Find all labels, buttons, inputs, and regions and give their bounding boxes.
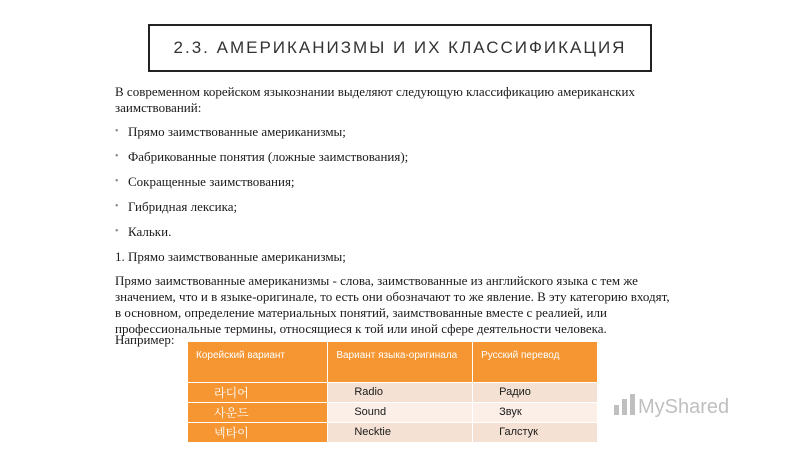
table-row [188, 422, 598, 442]
table-header-row [188, 342, 598, 382]
watermark-text: MyShared [638, 395, 730, 418]
cell-russian: Звук [473, 402, 598, 422]
example-label: Например: [115, 332, 175, 347]
slide-title-box [148, 24, 652, 72]
cell-russian: Галстук [473, 422, 598, 442]
cell-korean: 넥타이 [188, 422, 328, 442]
cell-russian: Радио [473, 382, 598, 402]
watermark-logo [612, 392, 729, 422]
table-row [188, 382, 598, 402]
cell-original: Radio [328, 382, 473, 402]
slide-title: 2.3. АМЕРИКАНИЗМЫ И ИХ КЛАССИФИКАЦИЯ [173, 38, 627, 57]
definition-paragraph: Прямо заимствованные американизмы - слова, заимствованные из английского языка с тем же значением, что и в языке-оригинале, то есть они обозначают то же явление. В эту категорию входят, в основном, определение материальных понятий, заимствованные вместе с реалией, или профессиональные термины, относящиеся к той или иной сфере деятельности человека. [115, 273, 670, 336]
slide-body [115, 80, 675, 337]
cell-korean: 라디어 [188, 382, 328, 402]
list-item: • Гибридная лексика; [115, 199, 675, 215]
numbered-heading: 1. Прямо заимствованные американизмы; [115, 249, 346, 264]
list-item: • Сокращенные заимствования; [115, 174, 675, 190]
cell-original: Sound [328, 402, 473, 422]
header-original: Вариант языка-оригинала [328, 342, 473, 382]
chart-bars-icon [612, 391, 638, 423]
list-item: • Прямо заимствованные американизмы; [115, 124, 675, 140]
header-russian: Русский перевод [473, 342, 598, 382]
intro-text: В современном корейском языкознании выделяют следующую классификацию американских заимствований: [115, 84, 635, 115]
classification-list [115, 124, 675, 240]
list-item: • Кальки. [115, 224, 675, 240]
cell-original: Necktie [328, 422, 473, 442]
examples-table [188, 342, 598, 442]
table-row [188, 402, 598, 422]
header-korean: Корейский вариант [188, 342, 328, 382]
list-item: • Фабрикованные понятия (ложные заимствования); [115, 149, 675, 165]
cell-korean: 사운드 [188, 402, 328, 422]
